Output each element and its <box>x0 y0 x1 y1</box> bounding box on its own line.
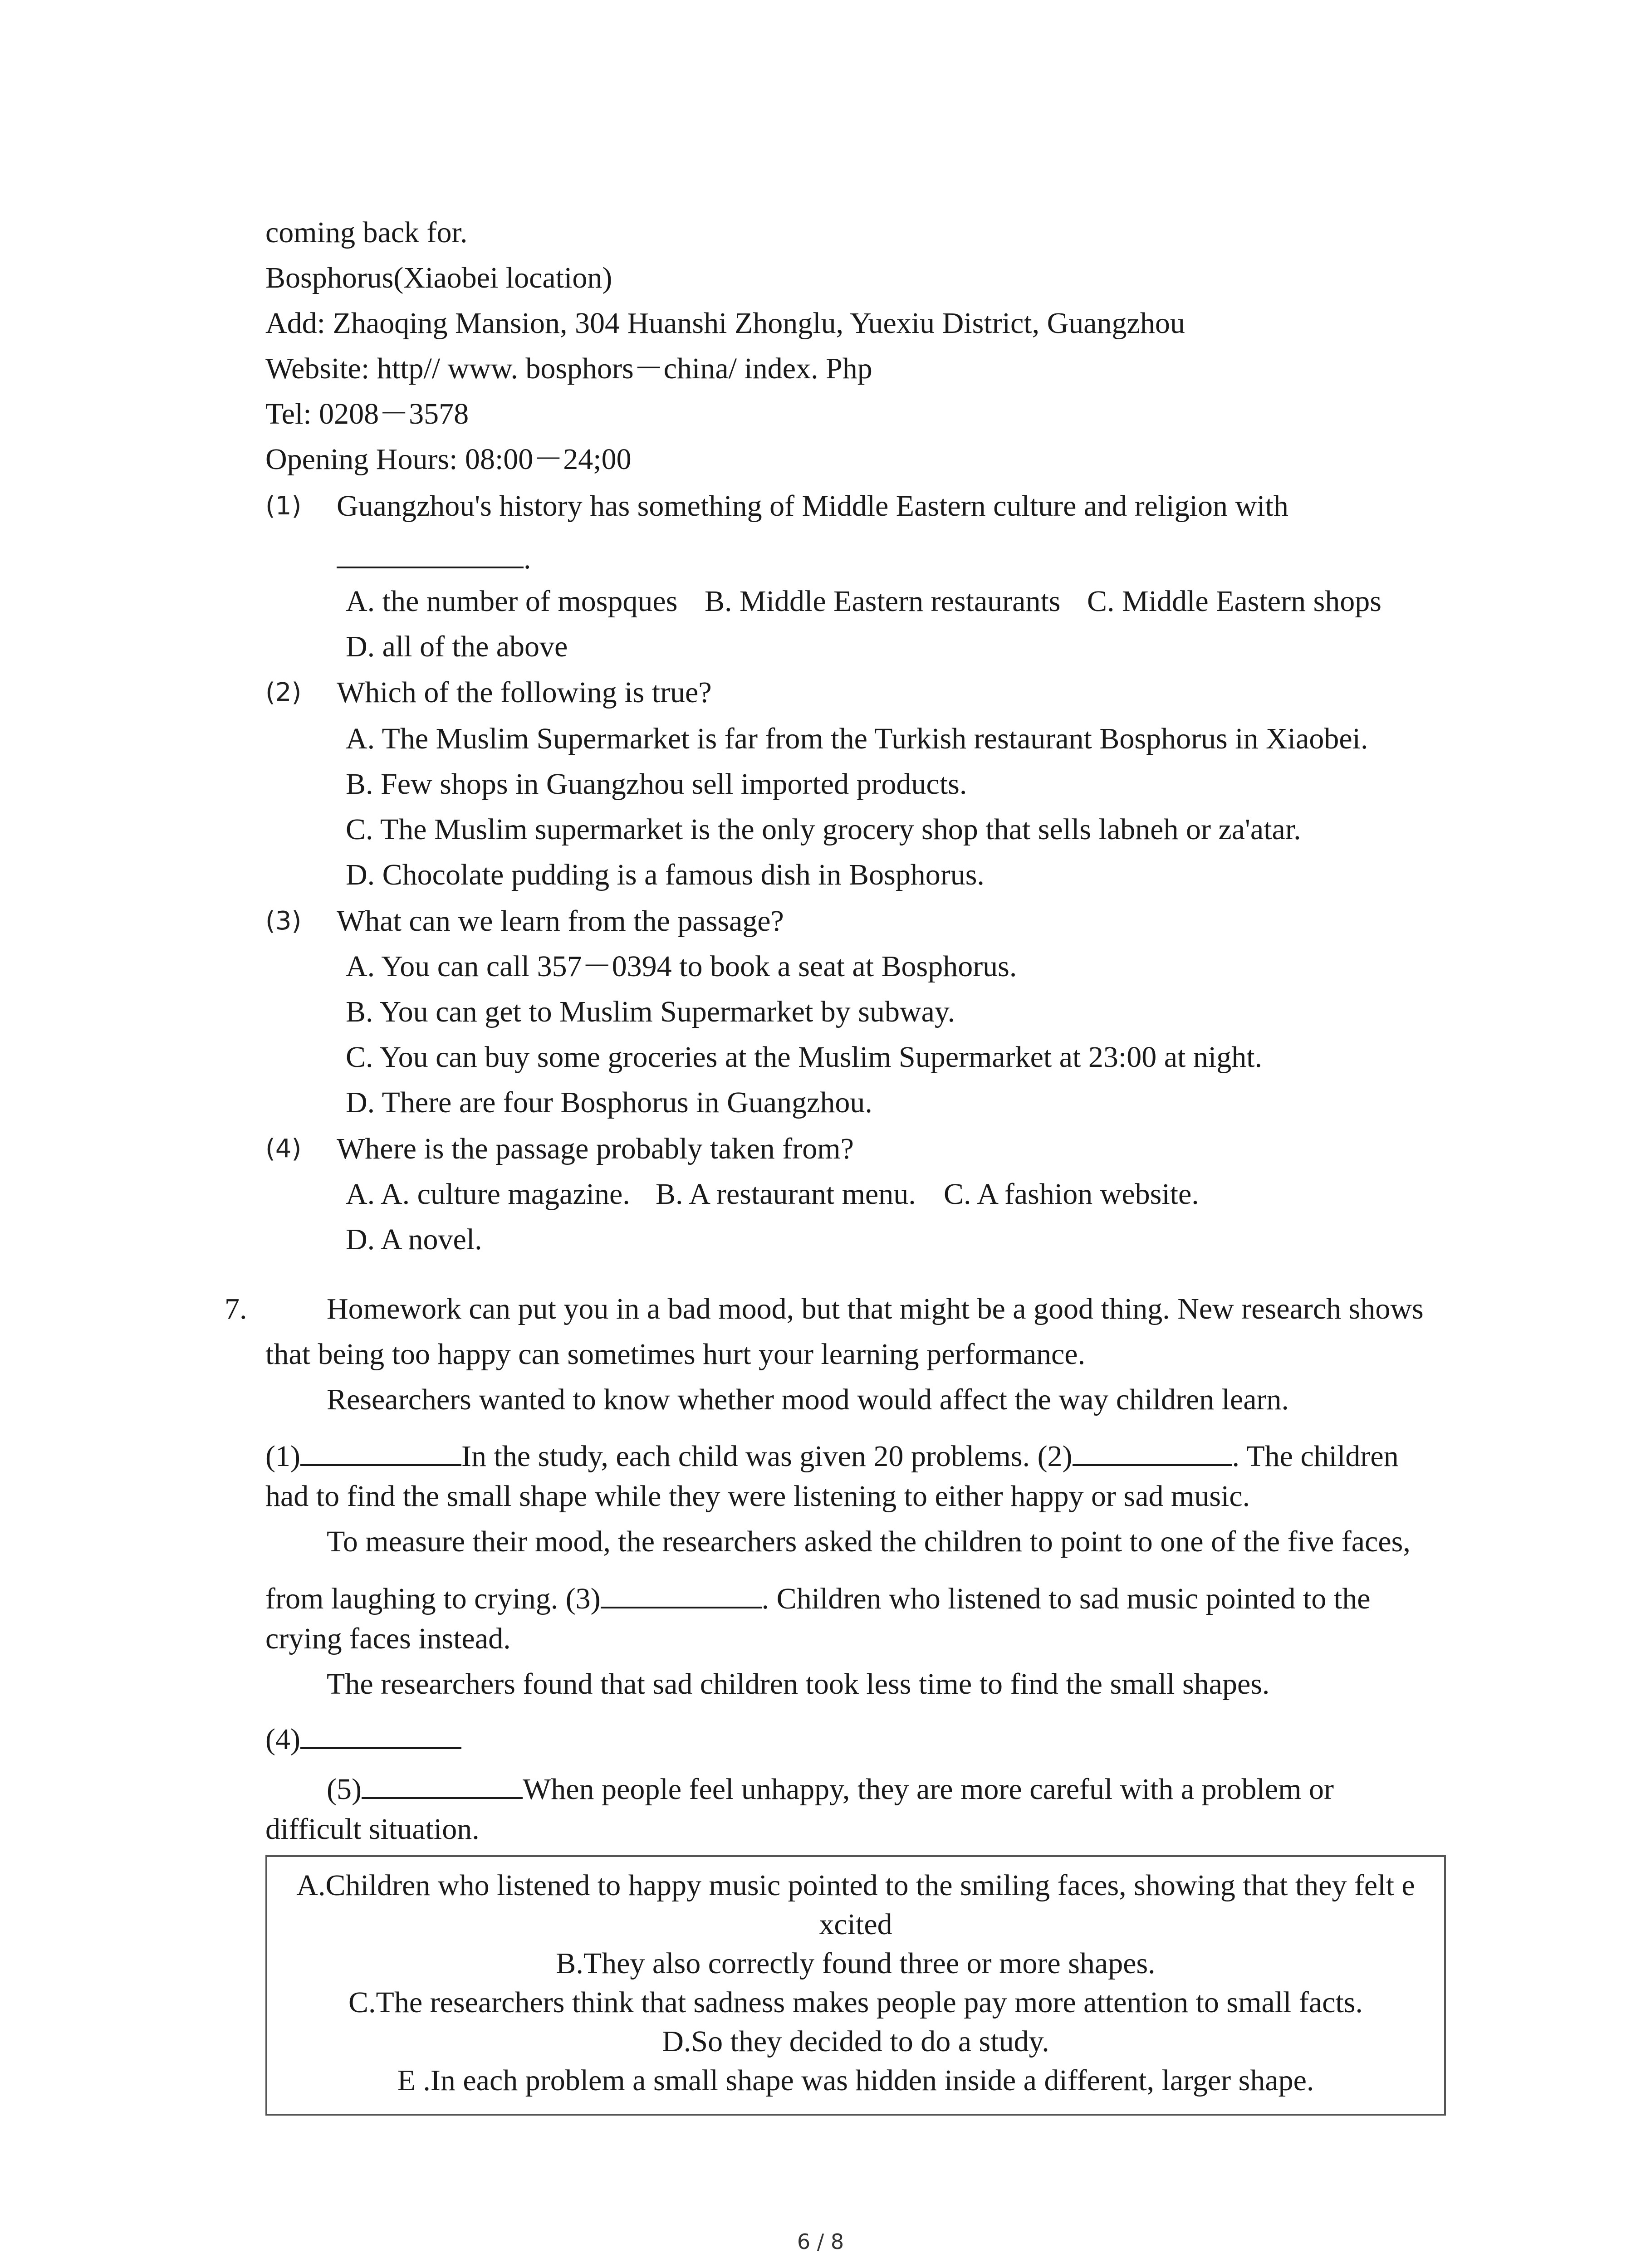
q7-text: . The children <box>1232 1440 1399 1473</box>
option-c: C. A fashion website. <box>944 1178 1199 1211</box>
blank-2 <box>1073 1436 1232 1466</box>
option-b: B. You can get to Muslim Supermarket by subway. <box>346 995 955 1028</box>
box-option-b: B.They also correctly found three or more shapes. <box>556 1947 1156 1980</box>
option-d: D. A novel. <box>346 1223 482 1256</box>
q7-paragraph: difficult situation. <box>265 1813 480 1846</box>
question-number: (1) <box>265 491 302 521</box>
option-a: A. The Muslim Supermarket is far from the Turkish restaurant Bosphorus in Xiaobei. <box>346 722 1368 755</box>
box-option-d: D.So they decided to do a study. <box>662 2025 1049 2058</box>
question-stem: What can we learn from the passage? <box>337 904 784 938</box>
option-a: A. You can call 357－0394 to book a seat at Bosphorus. <box>346 950 1017 983</box>
q7-text: from laughing to crying. (3) <box>265 1582 601 1615</box>
q7-paragraph: The researchers found that sad children took less time to find the small shapes. <box>327 1667 1270 1701</box>
q7-line-blank-1-2 <box>265 1436 1399 1471</box>
box-option-c: C.The researchers think that sadness makes people pay more attention to small facts. <box>348 1986 1363 2019</box>
restaurant-name: Bosphorus(Xiaobei location) <box>265 261 612 294</box>
q7-line-blank-5 <box>327 1769 1334 1804</box>
blank-4 <box>300 1719 461 1749</box>
restaurant-website: Website: http// www. bosphors－china/ index. Php <box>265 352 872 385</box>
question-7-number: 7. <box>225 1292 247 1325</box>
restaurant-tel: Tel: 0208－3578 <box>265 397 469 430</box>
q7-text: When people feel unhappy, they are more careful with a problem or <box>522 1773 1334 1806</box>
option-b: B. Few shops in Guangzhou sell imported products. <box>346 767 967 801</box>
option-a: A. A. culture magazine. <box>346 1178 630 1211</box>
box-option-a-cont: xcited <box>819 1908 892 1941</box>
answer-blank: . <box>337 538 531 574</box>
question-stem: Guangzhou's history has something of Middle Eastern culture and religion with <box>337 489 1288 523</box>
question-stem: Where is the passage probably taken from? <box>337 1132 854 1165</box>
blank-label-4: (4) <box>265 1723 300 1756</box>
q7-paragraph: To measure their mood, the researchers asked the children to point to one of the five faces, <box>327 1525 1411 1558</box>
question-number: (3) <box>265 906 302 936</box>
q7-line-blank-3 <box>265 1579 1371 1614</box>
option-c: C. You can buy some groceries at the Muslim Supermarket at 23:00 at night. <box>346 1041 1263 1074</box>
q7-text: In the study, each child was given 20 problems. (2) <box>461 1440 1073 1473</box>
question-number: (2) <box>265 678 302 707</box>
option-a: A. the number of mospques <box>346 585 678 618</box>
blank-5 <box>362 1769 523 1799</box>
restaurant-hours: Opening Hours: 08:00－24;00 <box>265 443 632 476</box>
option-d: D. There are four Bosphorus in Guangzhou. <box>346 1086 872 1119</box>
option-d: D. all of the above <box>346 630 568 663</box>
passage-line: coming back for. <box>265 216 468 249</box>
option-c: C. Middle Eastern shops <box>1087 585 1381 618</box>
q7-paragraph: Homework can put you in a bad mood, but that might be a good thing. New research shows <box>327 1292 1424 1325</box>
q7-line-blank-4 <box>265 1719 461 1755</box>
blank-label-5: (5) <box>327 1773 362 1806</box>
q7-paragraph: that being too happy can sometimes hurt your learning performance. <box>265 1338 1086 1371</box>
q7-paragraph: crying faces instead. <box>265 1622 511 1655</box>
box-option-a: A.Children who listened to happy music pointed to the smiling faces, showing that they felt e <box>296 1869 1415 1902</box>
blank-label-1: (1) <box>265 1440 300 1473</box>
option-d: D. Chocolate pudding is a famous dish in Bosphorus. <box>346 858 985 891</box>
blank-1 <box>300 1436 461 1466</box>
q7-text: . Children who listened to sad music pointed to the <box>761 1582 1371 1615</box>
question-number: (4) <box>265 1134 302 1163</box>
question-stem: Which of the following is true? <box>337 676 712 709</box>
option-b: B. A restaurant menu. <box>656 1178 916 1211</box>
option-c: C. The Muslim supermarket is the only grocery shop that sells labneh or za'atar. <box>346 813 1301 846</box>
options-box <box>265 1855 1446 2116</box>
page-number: 6 / 8 <box>797 2229 844 2254</box>
restaurant-address: Add: Zhaoqing Mansion, 304 Huanshi Zhonglu, Yuexiu District, Guangzhou <box>265 307 1185 340</box>
q7-paragraph: Researchers wanted to know whether mood would affect the way children learn. <box>327 1383 1289 1416</box>
q7-paragraph: had to find the small shape while they were listening to either happy or sad music. <box>265 1480 1250 1513</box>
option-b: B. Middle Eastern restaurants <box>705 585 1061 618</box>
box-option-e: E .In each problem a small shape was hidden inside a different, larger shape. <box>397 2064 1314 2097</box>
blank-3 <box>601 1579 762 1608</box>
